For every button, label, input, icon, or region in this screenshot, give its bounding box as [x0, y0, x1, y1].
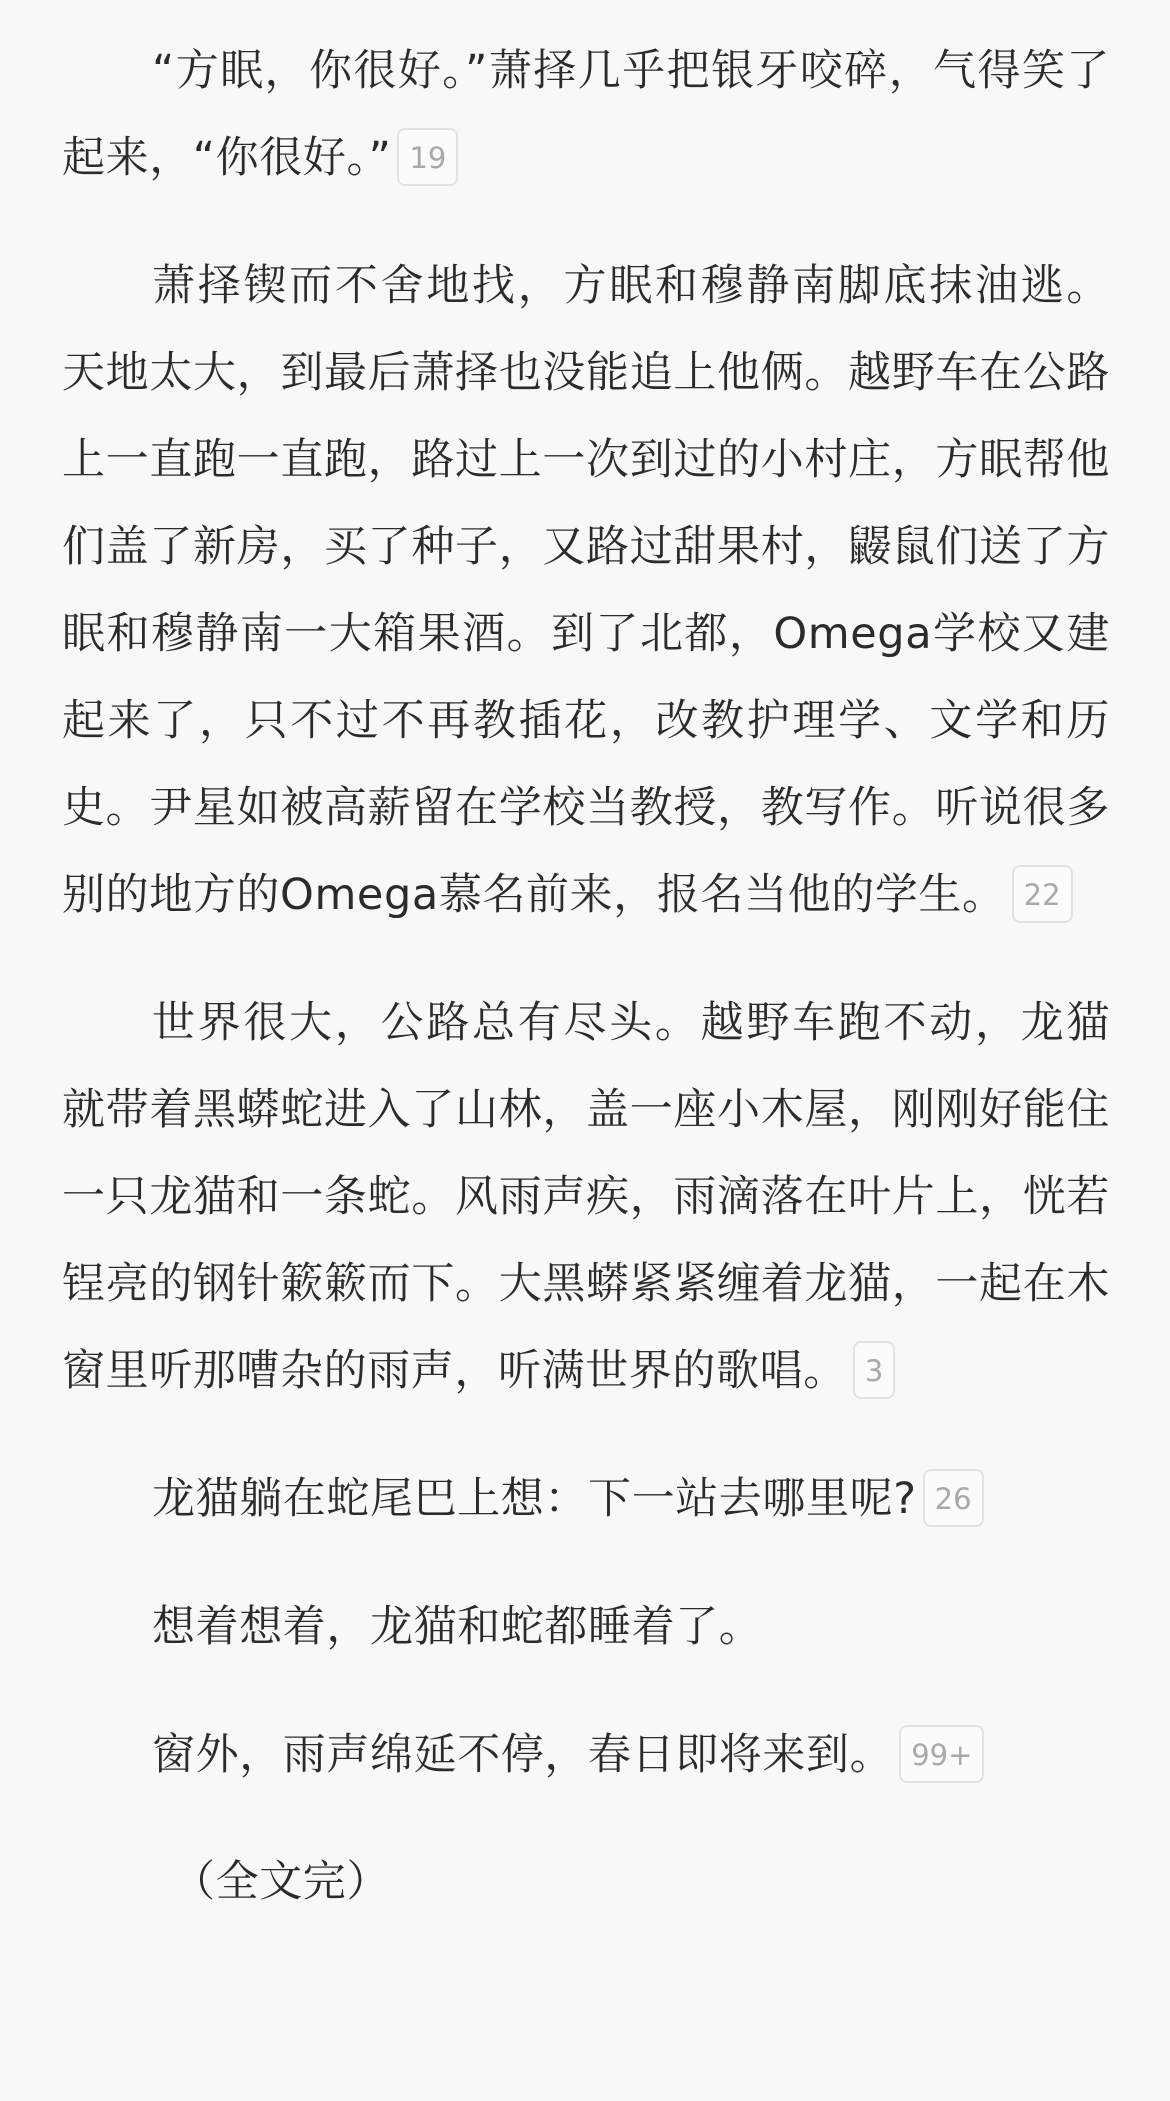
paragraph-text: 想着想着，龙猫和蛇都睡着了。	[152, 1602, 763, 1652]
paragraph-text: “方眠，你很好。”萧择几乎把银牙咬碎，气得笑了起来，“你很好。”	[62, 46, 1110, 183]
paragraph-text: 世界很大，公路总有尽头。越野车跑不动，龙猫就带着黑蟒蛇进入了山林，盖一座小木屋，刚刚好能住一只龙猫和一条蛇。风雨声疾，雨滴落在叶片上，恍若锃亮的钢针簌簌而下。大黑蟒紧紧缠着龙猫，一起在木窗里听那嘈杂的雨声，听满世界的歌唱。	[62, 998, 1110, 1396]
end-note: （全文完）	[172, 1857, 390, 1907]
reader-content	[62, 28, 1110, 1926]
paragraph-comment-badge[interactable]: 19	[397, 128, 458, 186]
paragraph-6	[62, 1712, 1110, 1799]
paragraph-comment-badge[interactable]: 22	[1012, 865, 1073, 923]
paragraph-comment-badge[interactable]: 26	[923, 1469, 984, 1527]
paragraph-4	[62, 1456, 1110, 1543]
paragraph-3	[62, 980, 1110, 1415]
paragraph-text: 龙猫躺在蛇尾巴上想：下一站去哪里呢?	[152, 1474, 917, 1524]
paragraph-text: 窗外，雨声绵延不停，春日即将来到。	[152, 1730, 894, 1780]
paragraph-5	[62, 1584, 1110, 1671]
paragraph-comment-badge[interactable]: 3	[853, 1341, 895, 1399]
paragraph-text: 萧择锲而不舍地找，方眠和穆静南脚底抹油逃。天地太大，到最后萧择也没能追上他俩。越野车在公路上一直跑一直跑，路过上一次到过的小村庄，方眠帮他们盖了新房，买了种子，又路过甜果村，鼹鼠们送了方眠和穆静南一大箱果酒。到了北都，Omega学校又建起来了，只不过不再教插花，改教护理学、文学和历史。尹星如被高薪留在学校当教授，教写作。听说很多别的地方的Omega慕名前来，报名当他的学生。	[62, 261, 1110, 920]
paragraph-comment-badge[interactable]: 99+	[899, 1725, 984, 1783]
paragraph-2	[62, 243, 1110, 939]
paragraph-1	[62, 28, 1110, 202]
